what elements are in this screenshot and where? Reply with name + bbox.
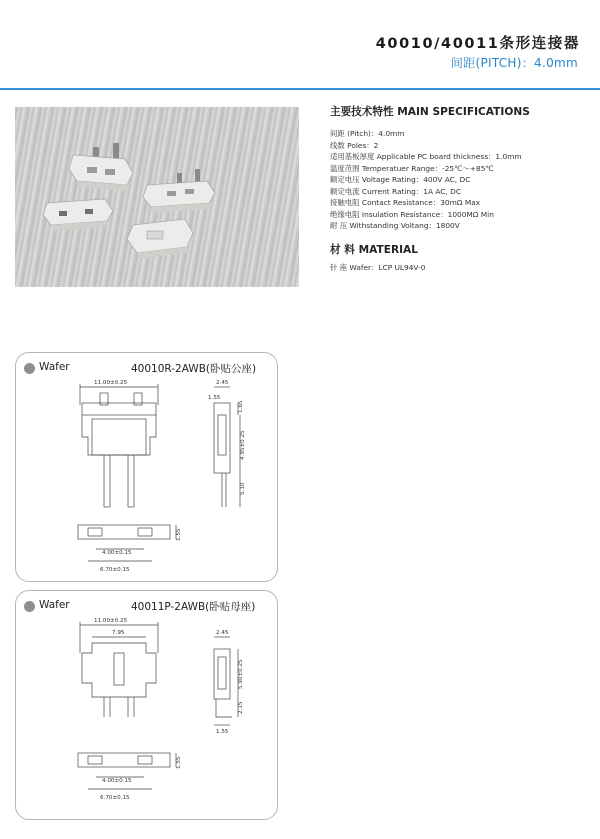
dim-side-step: 1.55: [208, 395, 221, 401]
dim-width: 11.00±0.25: [94, 618, 128, 624]
dim-side-h2: 2.15: [238, 701, 244, 714]
dim-inner: 7.95: [112, 630, 125, 636]
panel-label: Wafer: [39, 361, 70, 373]
dim-bottom-h: 1.55: [176, 528, 182, 541]
connector-image-4: [127, 219, 193, 259]
dim-side-h1: 1.65: [238, 400, 244, 413]
spec-insulation-resistance: 绝缘电阻 Insulation Resistance：1000MΩ Min: [330, 209, 494, 219]
dim-side-h3: 5.10: [240, 482, 246, 495]
dim-side-h1: 5.90±0.25: [238, 659, 244, 689]
dim-pitch: 4.00±0.15: [102, 778, 132, 784]
panel-model: 40011P-2AWB(卧贴母座): [131, 601, 256, 613]
spec-board-thickness: 适用基板厚度 Applicable PC board thickness：1.0mm: [330, 152, 522, 161]
dim-side-top: 2.45: [216, 380, 229, 386]
spec-temperature: 温度范围 Temperatuer Range：-25℃～+85℃: [330, 163, 494, 173]
header-divider: [0, 88, 600, 90]
page-title: 40010/40011条形连接器: [375, 36, 580, 52]
page-subtitle: 间距(PITCH)：4.0mm: [450, 56, 578, 70]
product-photo: [15, 107, 299, 287]
spec-contact-resistance: 接触电阻 Contact Resistance：30mΩ Max: [330, 198, 481, 207]
spec-pitch: 间距 (Pitch)：4.0mm: [330, 129, 405, 138]
panel-model: 40010R-2AWB(卧贴公座): [131, 363, 257, 375]
dim-bottom-h: 1.55: [176, 756, 182, 769]
dim-pitch: 4.00±0.15: [102, 550, 132, 556]
dim-bottom-width: 6.70±0.15: [100, 567, 130, 573]
bullet-icon: [24, 601, 35, 612]
panel-label: Wafer: [39, 599, 70, 611]
specs-heading: 主要技术特性 MAIN SPECIFICATIONS: [330, 106, 530, 118]
drawing-panel-female: [15, 590, 278, 820]
dim-side-step: 1.55: [216, 729, 229, 735]
connector-image-1: [69, 143, 133, 191]
material-heading: 材 料 MATERIAL: [330, 244, 418, 256]
spec-withstanding-voltage: 耐 压 Withstanding Voltang：1800V: [330, 221, 460, 230]
spec-voltage: 额定电压 Voltage Rating：400V AC, DC: [330, 175, 471, 184]
connector-image-3: [43, 199, 113, 231]
dim-bottom-width: 6.70±0.15: [100, 795, 130, 801]
bullet-icon: [24, 363, 35, 374]
spec-current: 额定电流 Current Rating：1A AC, DC: [330, 186, 461, 196]
connector-image-2: [143, 169, 215, 213]
material-wafer: 针 座 Wafer：LCP UL94V-0: [330, 263, 426, 272]
dim-width: 11.00±0.25: [94, 380, 128, 386]
drawing-panel-male: [15, 352, 278, 582]
spec-poles: 线数 Poles：2: [330, 140, 379, 150]
dim-side-top: 2.45: [216, 630, 229, 636]
dim-side-h2: 4.95±0.25: [240, 430, 246, 460]
